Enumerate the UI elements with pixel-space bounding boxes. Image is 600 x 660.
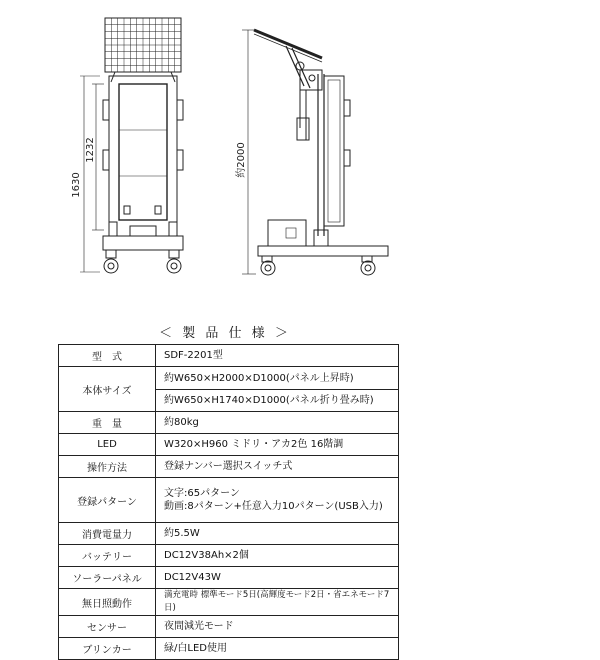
spec-label: LED — [59, 434, 156, 456]
spec-value: DC12V43W — [156, 567, 399, 589]
side-wheel-left — [261, 261, 275, 275]
side-solar-panel — [254, 30, 322, 58]
side-battery-box — [268, 220, 306, 246]
spec-value — [156, 367, 399, 412]
spec-label: ブリンカー — [59, 638, 156, 660]
front-wheel-right — [167, 259, 181, 273]
spec-value: 登録ナンバー選択スイッチ式 — [156, 456, 399, 478]
product-drawing — [0, 0, 600, 300]
spec-row-no-sunlight — [59, 589, 399, 616]
spec-value — [156, 478, 399, 523]
spec-value: DC12V38Ah×2個 — [156, 545, 399, 567]
spec-row-led — [59, 434, 399, 456]
spec-label: センサー — [59, 616, 156, 638]
led-panel — [119, 84, 167, 220]
spec-label: ソーラーパネル — [59, 567, 156, 589]
spec-row-battery — [59, 545, 399, 567]
spec-label: 無日照動作 — [59, 589, 156, 616]
spec-label: 型 式 — [59, 345, 156, 367]
side-wheel-right — [361, 261, 375, 275]
spec-row-model — [59, 345, 399, 367]
spec-value: 緑/白LED使用 — [156, 638, 399, 660]
dim-2000-label: 約2000 — [236, 142, 247, 178]
spec-row-solar — [59, 567, 399, 589]
dim-1630-label: 1630 — [71, 172, 82, 198]
front-base — [103, 236, 183, 250]
spec-value-line: 約W650×H1740×D1000(パネル折り畳み時) — [164, 394, 374, 406]
spec-label: 消費電量力 — [59, 523, 156, 545]
spec-label: バッテリー — [59, 545, 156, 567]
spec-label: 登録パターン — [59, 478, 156, 523]
spec-value: 夜間減光モード — [156, 616, 399, 638]
spec-label: 操作方法 — [59, 456, 156, 478]
spec-table — [58, 344, 399, 660]
spec-row-power — [59, 523, 399, 545]
spec-value-line: 文字:65パターン — [164, 488, 240, 499]
spec-value: 約5.5W — [156, 523, 399, 545]
spec-value: 満充電時 標準モード5日(高輝度モード2日・省エネモード7日) — [156, 589, 399, 616]
spec-row-weight — [59, 412, 399, 434]
spec-row-size — [59, 367, 399, 412]
spec-label: 重 量 — [59, 412, 156, 434]
spec-label: 本体サイズ — [59, 367, 156, 412]
spec-row-blinker — [59, 638, 399, 660]
spec-value: 約80kg — [156, 412, 399, 434]
spec-title: ＜ 製 品 仕 様 ＞ — [159, 326, 291, 341]
side-view — [242, 30, 388, 275]
spec-row-patterns — [59, 478, 399, 523]
side-base — [258, 246, 388, 256]
dim-1232-label: 1232 — [85, 137, 96, 163]
spec-row-operation — [59, 456, 399, 478]
spec-value: SDF-2201型 — [156, 345, 399, 367]
spec-row-sensor — [59, 616, 399, 638]
spec-value-line: 約W650×H2000×D1000(パネル上昇時) — [164, 372, 354, 384]
spec-value: W320×H960 ミドリ・アカ2色 16階調 — [156, 434, 399, 456]
front-wheel-left — [104, 259, 118, 273]
spec-value-line: 動画:8パターン+任意入力10パターン(USB入力) — [164, 501, 383, 512]
side-led-panel — [324, 76, 344, 226]
